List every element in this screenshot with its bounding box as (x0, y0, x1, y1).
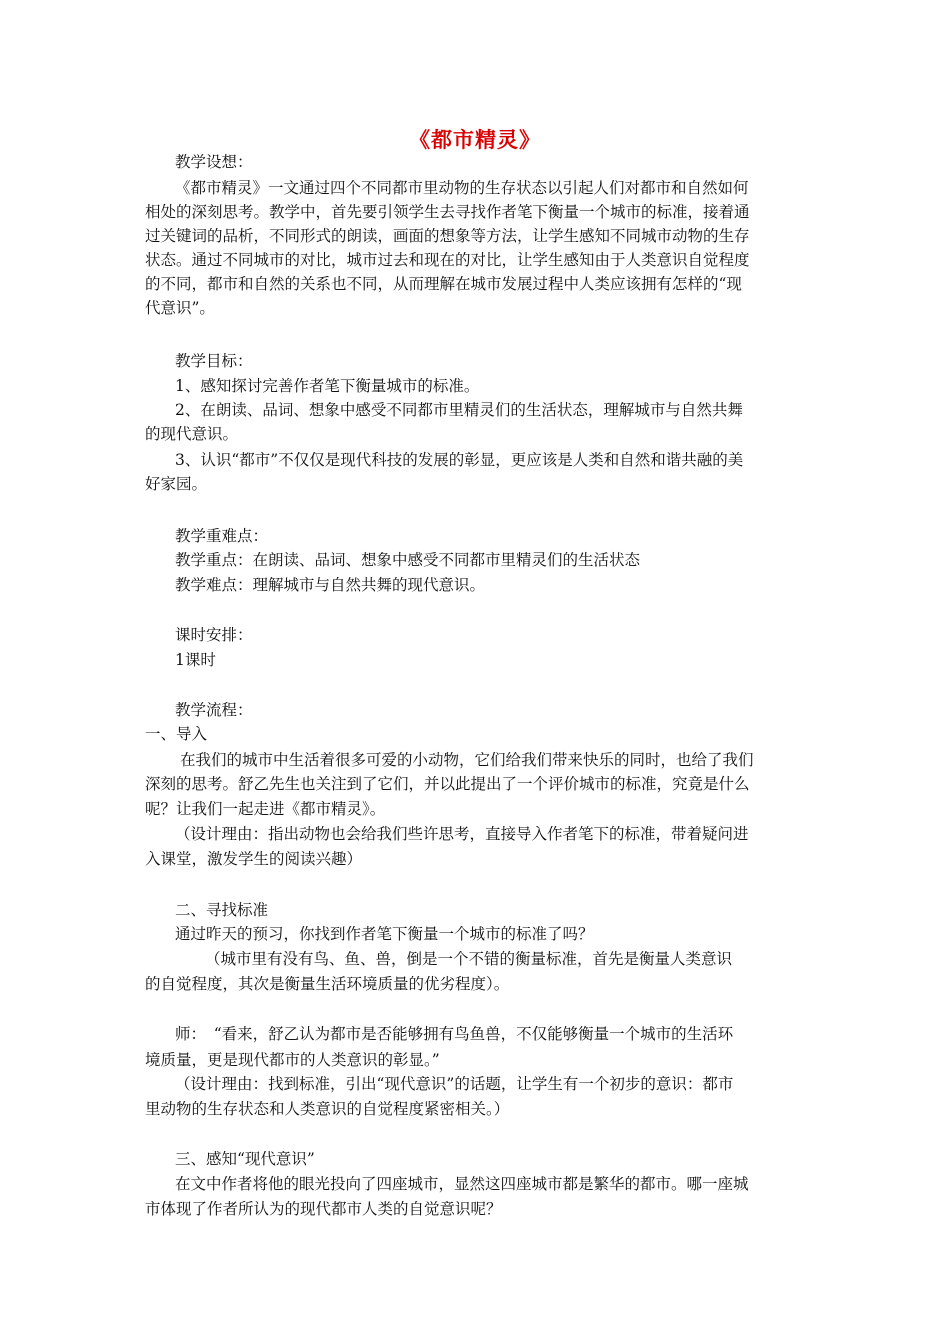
heading-teaching-idea: 教学设想： (175, 153, 253, 171)
paragraph-line: 通过昨天的预习，你找到作者笔下衡量一个城市的标准了吗？ (175, 925, 594, 943)
paragraph-line: 状态。通过不同城市的对比，城市过去和现在的对比，让学生感知由于人类意识自觉程度 (145, 251, 750, 269)
part-title-find-standard: 二、寻找标准 (175, 901, 269, 919)
paragraph-line: 的不同，都市和自然的关系也不同，从而理解在城市发展过程中人类应该拥有怎样的“现 (145, 275, 742, 293)
paragraph-line: 的自觉程度，其次是衡量生活环境质量的优劣程度）。 (145, 975, 510, 993)
paragraph-line: （城市里有没有鸟、鱼、兽，倒是一个不错的衡量标准，首先是衡量人类意识 (205, 950, 733, 968)
paragraph-line: 在文中作者将他的眼光投向了四座城市，显然这四座城市都是繁华的都市。哪一座城 (175, 1175, 749, 1193)
design-reason-line: （设计理由：指出动物也会给我们些许思考，直接导入作者笔下的标准，带着疑问进 (175, 825, 749, 843)
paragraph-line: 在我们的城市中生活着很多可爱的小动物，它们给我们带来快乐的同时，也给了我们 (180, 751, 754, 769)
goal-line: 3、认识“都市”不仅仅是现代科技的发展的彰显，更应该是人类和自然和谐共融的美 (175, 451, 744, 469)
paragraph-line: 市体现了作者所认为的现代都市人类的自觉意识呢？ (145, 1200, 502, 1218)
design-reason-line: （设计理由：找到标准，引出“现代意识”的话题，让学生有一个初步的意识：都市 (175, 1075, 734, 1093)
paragraph-line: 过关键词的品析，不同形式的朗读，画面的想象等方法，让学生感知不同城市动物的生存 (145, 227, 750, 245)
paragraph-line: 呢？让我们一起走进《都市精灵》。 (145, 800, 386, 818)
paragraph-line: 深刻的思考。舒乙先生也关注到了它们，并以此提出了一个评价城市的标准，究竟是什么 (145, 775, 750, 793)
design-reason-line: 入课堂，激发学生的阅读兴趣） (145, 850, 363, 868)
design-reason-line: 里动物的生存状态和人类意识的自觉程度紧密相关。） (145, 1100, 510, 1118)
part-title-modern-awareness: 三、感知“现代意识” (175, 1150, 315, 1168)
key-point-line: 教学重点：在朗读、品词、想象中感受不同都市里精灵们的生活状态 (175, 551, 641, 569)
goal-line: 好家园。 (145, 475, 208, 493)
schedule-line: 1课时 (175, 651, 216, 669)
paragraph-line: 《都市精灵》一文通过四个不同都市里动物的生存状态以引起人们对都市和自然如何 (175, 179, 749, 197)
part-title-intro: 一、导入 (145, 725, 208, 743)
document-title: 《都市精灵》 (409, 128, 541, 152)
teacher-line: 师： “看来，舒乙认为都市是否能够拥有鸟鱼兽，不仅能够衡量一个城市的生活环 (175, 1025, 734, 1043)
paragraph-line: 相处的深刻思考。教学中，首先要引领学生去寻找作者笔下衡量一个城市的标准，接着通 (145, 203, 750, 221)
heading-schedule: 课时安排： (175, 626, 253, 644)
heading-key-points: 教学重难点： (175, 527, 269, 545)
difficulty-line: 教学难点：理解城市与自然共舞的现代意识。 (175, 576, 486, 594)
teacher-line: 境质量，更是现代都市的人类意识的彰显。” (145, 1051, 440, 1069)
goal-line: 2、在朗读、品词、想象中感受不同都市里精灵们的生活状态，理解城市与自然共舞 (175, 401, 743, 419)
heading-teaching-process: 教学流程： (175, 701, 253, 719)
heading-teaching-goals: 教学目标： (175, 352, 253, 370)
goal-line: 1、感知探讨完善作者笔下衡量城市的标准。 (175, 377, 480, 395)
paragraph-line: 代意识”。 (145, 299, 215, 317)
goal-line: 的现代意识。 (145, 425, 239, 443)
